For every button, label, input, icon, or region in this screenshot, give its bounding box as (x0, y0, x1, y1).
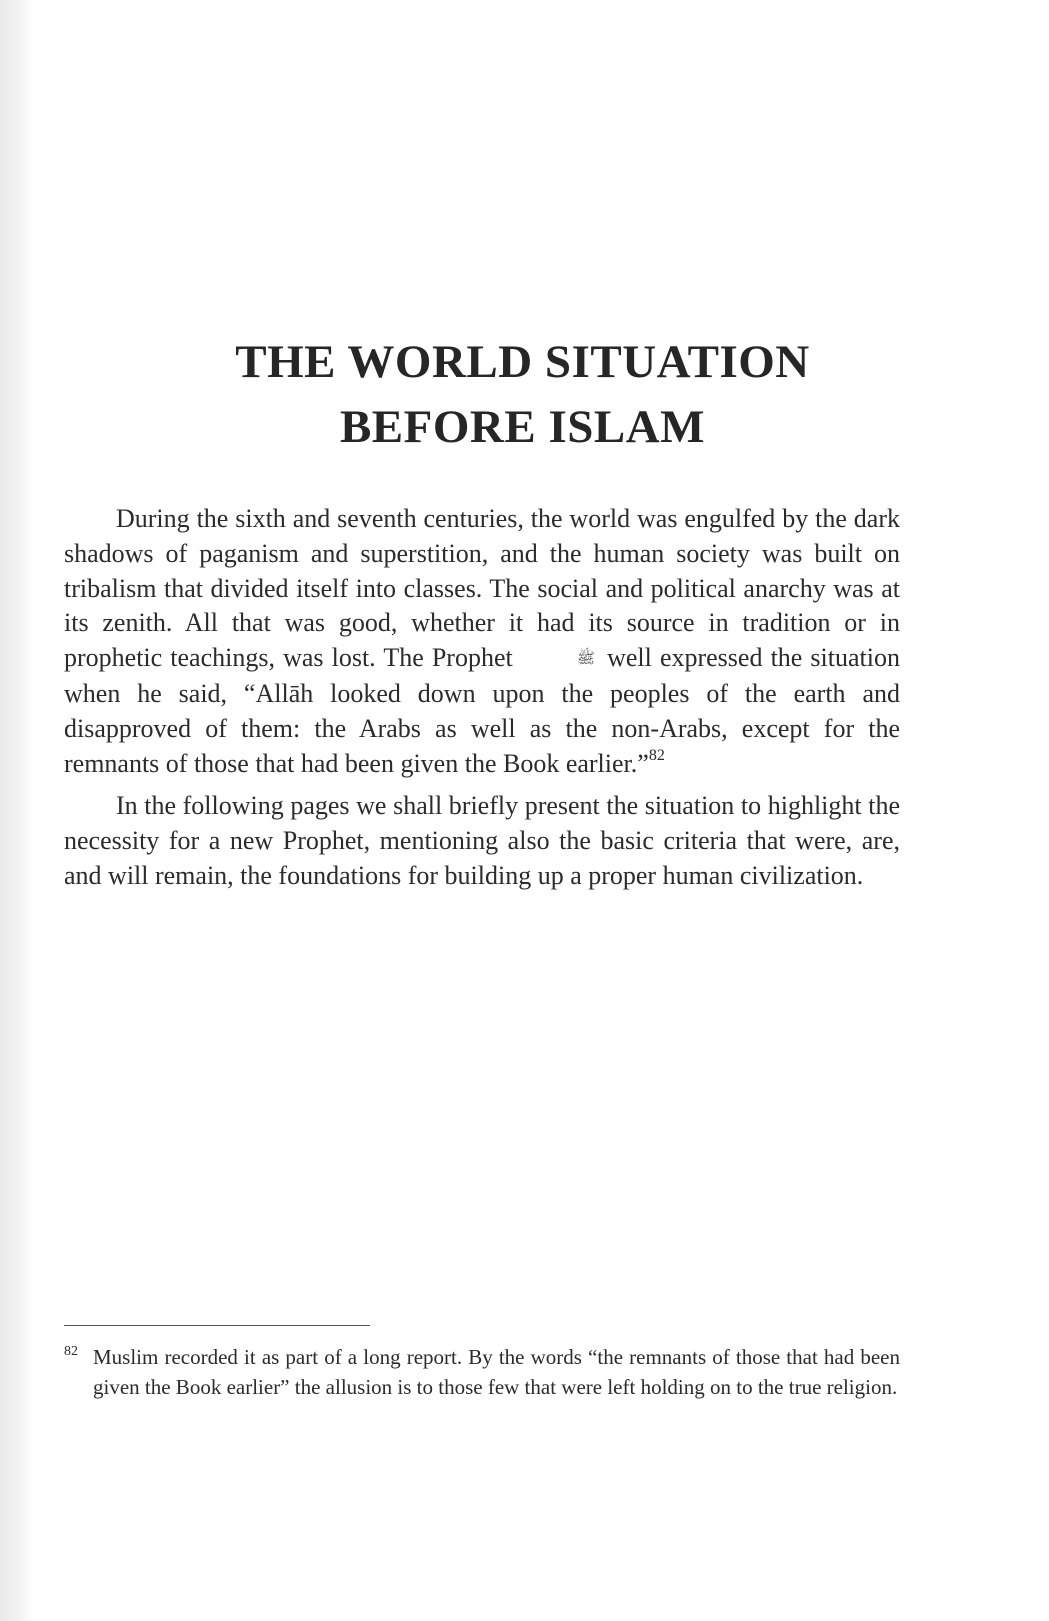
paragraph-1 (64, 502, 900, 781)
chapter-title-line-2: BEFORE ISLAM (339, 401, 706, 453)
paragraph-1-text-start: During the sixth and seventh centuries, the world was engulfed by the dark shadows of paganism and superstition, and the human society was built on tribalism that divided itself into classes. The social and political anarchy was at its zenith. All that was good, whether it had its source in tradition or in prophetic teachings, was lost. The Prophet (64, 504, 900, 673)
paragraph-2: In the following pages we shall briefly present the situation to highlight the necessity for a new Prophet, mentioning also the basic criteria that were, are, and will remain, the foundations for building up a proper human civilization. (64, 791, 900, 890)
chapter-title-line-1: THE WORLD SITUATION (235, 336, 810, 388)
chapter-title (60, 330, 985, 460)
page-edge-shadow (0, 0, 34, 1621)
footnote (64, 1343, 900, 1402)
footnote-divider (64, 1325, 370, 1326)
footnote-reference: 82 (648, 746, 665, 764)
paragraph-1-text-end: well expressed the situation when he said, “Allāh looked down upon the peoples of the earth and disapproved of them: the Arabs as well as the non-Arabs, except for the remnants of those that had been given the Book earlier.” (64, 643, 900, 778)
body-text (64, 502, 900, 894)
footnote-text: Muslim recorded it as part of a long report. By the words “the remnants of those that had been given the Book earlier” the allusion is to those few that were left holding on to the true religion. (93, 1345, 900, 1399)
footnote-number: 82 (64, 1344, 78, 1359)
honorific-glyph: ﷺ (576, 651, 595, 668)
